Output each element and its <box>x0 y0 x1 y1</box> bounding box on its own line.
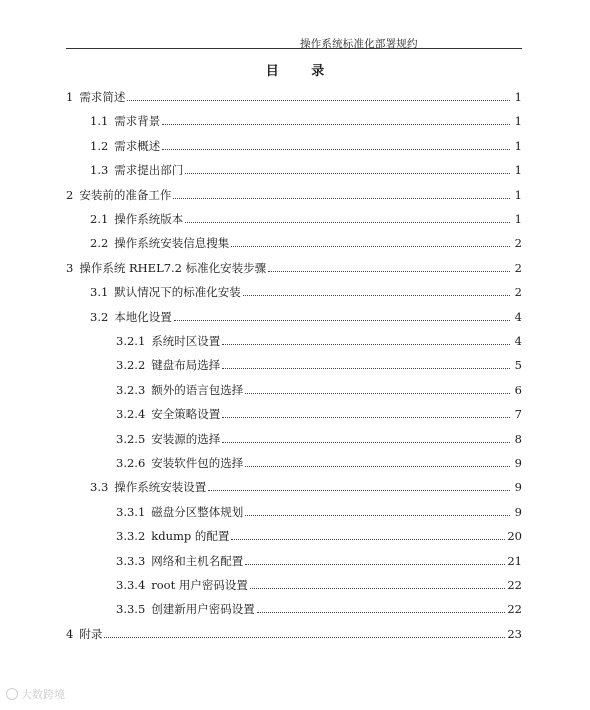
toc-entry-page: 23 <box>507 626 522 641</box>
toc-entry-number: 4 <box>66 626 74 641</box>
toc-entry-page: 7 <box>514 407 522 422</box>
dot-leader <box>222 417 510 418</box>
toc-entry-page: 4 <box>514 334 522 348</box>
dot-leader <box>245 466 510 467</box>
running-header: 操作系统标准化部署规约 <box>300 38 418 50</box>
toc-entry-number: 3.2.2 <box>116 358 146 373</box>
toc-entry-page: 1 <box>514 90 522 104</box>
toc-entry[interactable] <box>90 476 522 494</box>
toc-entry-label: 操作系统安装设置 <box>114 480 207 495</box>
toc-entry-label: 操作系统 RHEL7.2 标准化安装步骤 <box>79 260 267 275</box>
toc-entry-page: 5 <box>514 358 522 373</box>
toc-entry-page: 4 <box>514 309 522 324</box>
dot-leader <box>243 295 510 296</box>
toc-entry-number: 3.2.6 <box>116 456 146 470</box>
toc-entry[interactable] <box>116 428 522 446</box>
toc-entry-page: 1 <box>514 163 522 178</box>
dot-leader <box>222 344 510 345</box>
dot-leader <box>174 320 510 321</box>
toc-entry[interactable] <box>66 184 522 202</box>
toc-entry-number: 3.2.3 <box>116 382 146 397</box>
toc-entry-page: 9 <box>514 480 522 495</box>
watermark <box>6 686 65 702</box>
logo-icon <box>6 688 18 700</box>
toc-entry[interactable] <box>90 110 522 128</box>
toc-entry-page: 22 <box>507 578 522 592</box>
toc-entry-number: 1.1 <box>90 114 109 129</box>
dot-leader <box>208 490 510 491</box>
toc-entry[interactable] <box>90 281 522 299</box>
dot-leader <box>173 198 510 199</box>
dot-leader <box>245 515 510 516</box>
toc-entry-label: 附录 <box>79 626 103 641</box>
watermark-text: 大数跨境 <box>21 688 65 701</box>
toc-entry-label: 需求提出部门 <box>114 163 184 178</box>
toc-entry-page: 1 <box>514 114 522 129</box>
toc-entry-label: 创建新用户密码设置 <box>151 602 255 617</box>
toc-entry[interactable] <box>116 403 522 421</box>
toc-entry-page: 9 <box>514 504 522 519</box>
toc-entry-number: 3.3.1 <box>116 504 146 519</box>
toc-entry-label: 键盘布局选择 <box>151 358 221 373</box>
toc-entry-number: 2.2 <box>90 236 109 251</box>
toc-entry[interactable] <box>116 574 522 592</box>
toc-entry[interactable] <box>90 135 522 153</box>
dot-leader <box>127 100 510 101</box>
toc-entry[interactable] <box>66 86 522 104</box>
toc-entry-number: 3.2 <box>90 309 109 324</box>
dot-leader <box>257 612 506 613</box>
toc-entry-label: 需求简述 <box>79 90 126 104</box>
dot-leader <box>245 393 510 394</box>
toc-entry-label: 需求概述 <box>114 138 161 153</box>
toc-entry-label: 本地化设置 <box>114 309 172 324</box>
dot-leader <box>222 442 510 443</box>
toc-entry[interactable] <box>116 379 522 397</box>
dot-leader <box>222 368 510 369</box>
toc-entry-label: 操作系统版本 <box>114 212 184 226</box>
toc-entry-number: 1 <box>66 90 74 104</box>
toc-entry-number: 3.3.5 <box>116 602 146 617</box>
toc-entry-label: kdump 的配置 <box>151 529 230 544</box>
toc-entry-number: 3 <box>66 260 74 275</box>
toc-entry[interactable] <box>66 623 522 641</box>
toc-entry-label: 安全策略设置 <box>151 407 221 422</box>
toc-entry-page: 6 <box>514 382 522 397</box>
dot-leader <box>231 539 505 540</box>
toc-entry[interactable] <box>116 330 522 348</box>
toc-entry-number: 2 <box>66 187 74 202</box>
toc-entry-page: 2 <box>514 260 522 275</box>
dot-leader <box>268 271 510 272</box>
toc-entry-number: 1.2 <box>90 138 109 153</box>
toc-entry[interactable] <box>116 354 522 372</box>
dot-leader <box>250 588 505 589</box>
toc-entry[interactable] <box>116 550 522 568</box>
toc-entry-page: 21 <box>507 553 522 568</box>
toc-entry-label: 默认情况下的标准化安装 <box>114 285 241 300</box>
toc-entry-number: 3.2.5 <box>116 431 146 446</box>
toc-entry-label: 网络和主机名配置 <box>151 553 244 568</box>
header-rule <box>66 48 522 49</box>
toc-entry-number: 3.3.4 <box>116 578 146 592</box>
toc-entry-label: root 用户密码设置 <box>151 578 248 592</box>
dot-leader <box>185 222 510 223</box>
toc-entry-page: 22 <box>507 602 522 617</box>
toc-entry[interactable] <box>116 598 522 616</box>
toc-entry-label: 需求背景 <box>114 114 161 129</box>
dot-leader <box>245 564 505 565</box>
toc-entry-number: 3.3 <box>90 480 109 495</box>
dot-leader <box>231 246 510 247</box>
toc-entry-page: 20 <box>507 529 522 544</box>
dot-leader <box>162 124 510 125</box>
toc-entry-number: 3.1 <box>90 285 109 300</box>
toc-entry-page: 1 <box>514 138 522 153</box>
toc-entry-page: 9 <box>514 456 522 470</box>
dot-leader <box>104 637 505 638</box>
toc-entry-page: 1 <box>514 187 522 202</box>
toc-entry[interactable] <box>116 525 522 543</box>
toc-entry-label: 系统时区设置 <box>151 334 221 348</box>
toc-entry-number: 3.3.2 <box>116 529 146 544</box>
toc-entry-page: 2 <box>514 236 522 251</box>
toc-entry-label: 磁盘分区整体规划 <box>151 504 244 519</box>
toc-title: 目 录 <box>265 64 339 79</box>
toc-entry-number: 1.3 <box>90 163 109 178</box>
toc-entry-number: 3.2.1 <box>116 334 146 348</box>
toc-entry[interactable] <box>66 257 522 275</box>
toc-entry[interactable] <box>90 159 522 177</box>
toc-entry-number: 3.2.4 <box>116 407 146 422</box>
dot-leader <box>162 149 510 150</box>
toc-entry-label: 安装前的准备工作 <box>79 187 172 202</box>
toc-entry-page: 1 <box>514 212 522 226</box>
toc-entry-page: 8 <box>514 431 522 446</box>
toc-entry[interactable] <box>90 208 522 226</box>
dot-leader <box>185 173 510 174</box>
toc-entry[interactable] <box>116 452 522 470</box>
toc-entry[interactable] <box>90 232 522 250</box>
toc-entry-number: 2.1 <box>90 212 109 226</box>
toc-entry[interactable] <box>116 501 522 519</box>
toc-entry-label: 操作系统安装信息搜集 <box>114 236 230 251</box>
toc-entry-label: 额外的语言包选择 <box>151 382 244 397</box>
toc-entry[interactable] <box>90 306 522 324</box>
toc-entry-label: 安装软件包的选择 <box>151 456 244 470</box>
toc-entry-label: 安装源的选择 <box>151 431 221 446</box>
toc-entry-page: 2 <box>514 285 522 300</box>
toc-entry-number: 3.3.3 <box>116 553 146 568</box>
